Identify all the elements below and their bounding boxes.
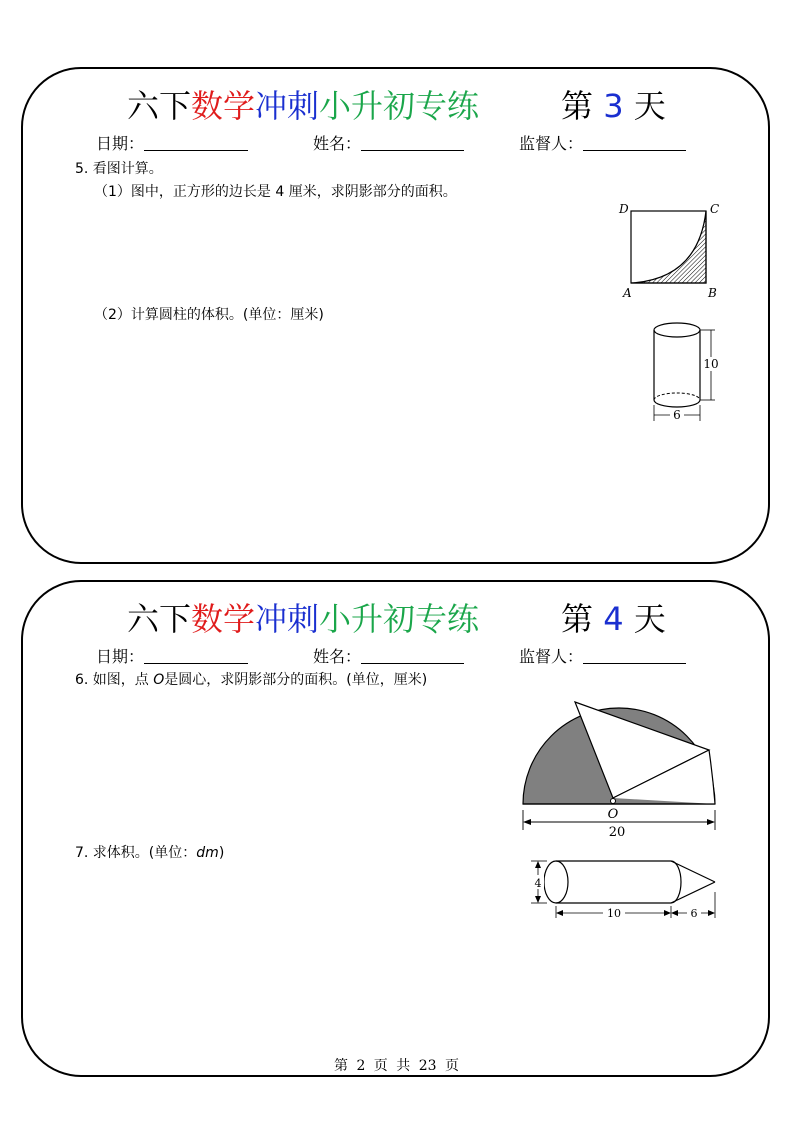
question-6: 6. 如图，点 O是圆心，求阴影部分的面积。(单位，厘米)	[75, 672, 428, 688]
date-label: 日期：	[96, 647, 145, 666]
question-5: 5. 看图计算。	[75, 161, 163, 177]
day-label	[561, 594, 666, 640]
title-part-1: 六下	[127, 600, 192, 638]
date-blank[interactable]	[144, 134, 248, 151]
semicircle-figure	[517, 682, 721, 842]
cylinder-figure	[641, 317, 721, 427]
name-blank[interactable]	[361, 647, 464, 664]
title-part-3: 冲刺	[255, 600, 320, 638]
day-label	[561, 81, 666, 127]
shaded-region	[631, 211, 706, 283]
title-text	[127, 81, 479, 127]
supervisor-field	[519, 131, 686, 154]
label-b: B	[708, 286, 717, 300]
height-label: 10	[703, 357, 719, 371]
worksheet-card-day-4	[21, 580, 770, 1077]
date-field	[96, 644, 248, 667]
supervisor-field	[519, 644, 686, 667]
diameter-label: 4	[534, 877, 542, 890]
var-o: O	[153, 672, 165, 688]
worksheet-card-day-3	[21, 67, 770, 564]
width-label: 20	[608, 825, 626, 840]
cylinder-top	[654, 323, 700, 337]
cone-bottom-edge	[671, 882, 715, 903]
name-label: 姓名：	[313, 647, 362, 666]
date-label: 日期：	[96, 134, 145, 153]
day-number: 3	[603, 87, 624, 125]
day-suffix: 天	[633, 600, 666, 638]
square-shaded-figure	[613, 199, 723, 304]
question-7: 7. 求体积。(单位：dm)	[75, 845, 225, 861]
day-number: 4	[603, 600, 624, 638]
date-field	[96, 131, 248, 154]
day-prefix: 第	[561, 600, 594, 638]
name-label: 姓名：	[313, 134, 362, 153]
page-footer: 第 2 页 共 23 页	[334, 1058, 459, 1074]
title-part-1: 六下	[127, 87, 192, 125]
title-text	[127, 594, 479, 640]
label-c: C	[710, 202, 720, 216]
card-title	[23, 81, 768, 129]
cone-base	[671, 861, 681, 903]
question-5-part-1: （1）图中，正方形的边长是 4 厘米，求阴影部分的面积。	[94, 184, 457, 200]
label-a: A	[623, 286, 632, 300]
cylinder-bottom-back	[654, 393, 700, 400]
supervisor-label: 监督人：	[519, 134, 584, 153]
var-dm: dm	[196, 845, 219, 861]
title-part-4: 小升初专练	[319, 600, 480, 638]
title-part-2: 数学	[191, 87, 256, 125]
date-blank[interactable]	[144, 647, 248, 664]
cone-top-edge	[671, 861, 715, 882]
card-title	[23, 594, 768, 642]
question-5-part-2: （2）计算圆柱的体积。(单位：厘米)	[94, 307, 324, 323]
title-part-2: 数学	[191, 600, 256, 638]
title-part-4: 小升初专练	[319, 87, 480, 125]
center-label: O	[607, 807, 619, 822]
supervisor-blank[interactable]	[583, 134, 686, 151]
title-part-3: 冲刺	[255, 87, 320, 125]
day-prefix: 第	[561, 87, 594, 125]
cone-length-label: 6	[690, 907, 698, 920]
pencil-solid-figure	[525, 852, 721, 924]
cylinder-bottom-front	[654, 400, 700, 407]
center-point	[611, 799, 616, 804]
diameter-label: 6	[673, 408, 681, 422]
supervisor-label: 监督人：	[519, 647, 584, 666]
length-label: 10	[607, 907, 621, 920]
name-blank[interactable]	[361, 134, 464, 151]
supervisor-blank[interactable]	[583, 647, 686, 664]
day-suffix: 天	[633, 87, 666, 125]
label-d: D	[619, 202, 629, 216]
cylinder-end	[544, 861, 568, 903]
name-field	[313, 644, 464, 667]
name-field	[313, 131, 464, 154]
